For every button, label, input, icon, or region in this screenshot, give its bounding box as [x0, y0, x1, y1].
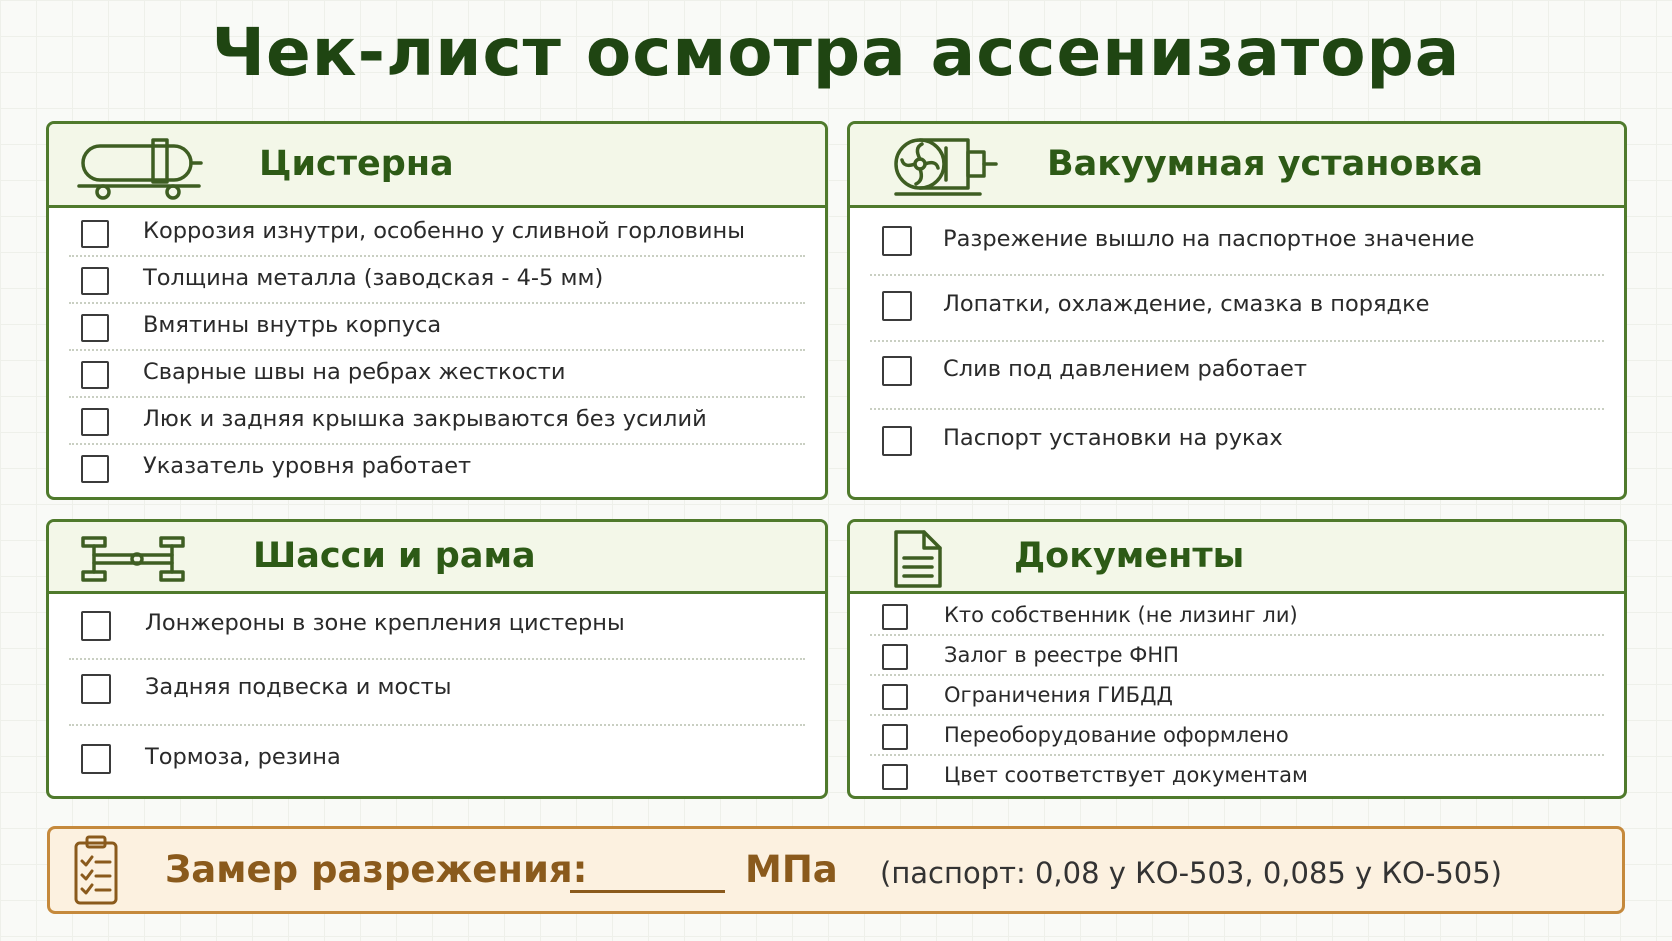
measurement-label: Замер разрежения:: [165, 848, 588, 891]
checklist-item-label: Кто собственник (не лизинг ли): [944, 603, 1298, 627]
checklist-row[interactable]: [69, 351, 805, 398]
checkbox[interactable]: [882, 604, 908, 630]
checklist-item-label: Сварные швы на ребрах жесткости: [143, 359, 566, 385]
tank-card: [46, 121, 828, 500]
checklist-row[interactable]: [69, 726, 805, 796]
chassis-card: [46, 519, 828, 799]
vacuum-card: [847, 121, 1627, 500]
vacuum-pump-icon: [890, 134, 1002, 202]
checklist-row[interactable]: [69, 445, 805, 492]
checklist-item-label: Задняя подвеска и мосты: [145, 674, 452, 700]
checklist-item-label: Вмятины внутрь корпуса: [143, 312, 442, 338]
chassis-card-title: Шасси и рама: [253, 536, 536, 576]
checklist-row[interactable]: [69, 210, 805, 257]
checklist-row[interactable]: [870, 210, 1604, 276]
checklist-row[interactable]: [69, 398, 805, 445]
documents-card-title: Документы: [1014, 536, 1245, 576]
checklist-row[interactable]: [870, 342, 1604, 410]
checklist-item-label: Разрежение вышло на паспортное значение: [943, 226, 1475, 252]
checklist-item-label: Коррозия изнутри, особенно у сливной горловины: [143, 218, 745, 244]
checklist-item-label: Переоборудование оформлено: [944, 723, 1289, 747]
checkbox[interactable]: [81, 267, 109, 295]
checkbox[interactable]: [882, 724, 908, 750]
tank-card-header: [49, 124, 825, 208]
chassis-frame-icon: [79, 534, 187, 588]
vacuum-card-title: Вакуумная установка: [1047, 144, 1483, 184]
checklist-row[interactable]: [870, 716, 1604, 756]
checkbox[interactable]: [81, 744, 111, 774]
tank-card-title: Цистерна: [259, 144, 454, 184]
checkbox[interactable]: [81, 408, 109, 436]
checklist-row[interactable]: [69, 596, 805, 660]
measurement-input-blank[interactable]: [570, 890, 725, 893]
clipboard-checklist-icon: [72, 833, 120, 911]
measurement-note: (паспорт: 0,08 у КО-503, 0,085 у КО-505): [880, 856, 1502, 890]
checkbox[interactable]: [882, 764, 908, 790]
checklist-item-label: Указатель уровня работает: [143, 453, 472, 479]
checkbox[interactable]: [81, 455, 109, 483]
checklist-item-label: Слив под давлением работает: [943, 356, 1307, 382]
checkbox[interactable]: [882, 226, 912, 256]
documents-card: [847, 519, 1627, 799]
checklist-item-label: Люк и задняя крышка закрываются без усилий: [143, 406, 707, 432]
checkbox[interactable]: [81, 361, 109, 389]
checklist-item-label: Цвет соответствует документам: [944, 763, 1308, 787]
checkbox[interactable]: [81, 674, 111, 704]
checkbox[interactable]: [81, 611, 111, 641]
vacuum-measurement-bar: [47, 826, 1625, 914]
checklist-row[interactable]: [870, 636, 1604, 676]
checklist-item-label: Паспорт установки на руках: [943, 425, 1283, 451]
checklist-item-label: Лопатки, охлаждение, смазка в порядке: [943, 291, 1430, 317]
checkbox[interactable]: [882, 291, 912, 321]
checklist-item-label: Толщина металла (заводская - 4-5 мм): [143, 265, 604, 291]
vacuum-card-header: [850, 124, 1624, 208]
page-title: Чек-лист осмотра ассенизатора: [211, 14, 1461, 91]
checkbox[interactable]: [81, 314, 109, 342]
checklist-item-label: Тормоза, резина: [145, 744, 341, 770]
checklist-row[interactable]: [870, 410, 1604, 490]
checklist-row[interactable]: [69, 257, 805, 304]
tanker-truck-icon: [77, 136, 205, 204]
measurement-unit: МПа: [745, 848, 838, 891]
checklist-row[interactable]: [870, 676, 1604, 716]
checklist-item-label: Залог в реестре ФНП: [944, 643, 1179, 667]
checkbox[interactable]: [882, 644, 908, 670]
checklist-row[interactable]: [69, 660, 805, 726]
checklist-item-label: Ограничения ГИБДД: [944, 683, 1173, 707]
checklist-row[interactable]: [870, 276, 1604, 342]
checklist-item-label: Лонжероны в зоне крепления цистерны: [145, 610, 625, 636]
chassis-card-header: [49, 522, 825, 594]
checkbox[interactable]: [81, 220, 109, 248]
checkbox[interactable]: [882, 356, 912, 386]
checklist-row[interactable]: [870, 596, 1604, 636]
document-icon: [892, 528, 944, 594]
checkbox[interactable]: [882, 426, 912, 456]
documents-card-header: [850, 522, 1624, 594]
checkbox[interactable]: [882, 684, 908, 710]
checklist-row[interactable]: [69, 304, 805, 351]
checklist-row[interactable]: [870, 756, 1604, 796]
